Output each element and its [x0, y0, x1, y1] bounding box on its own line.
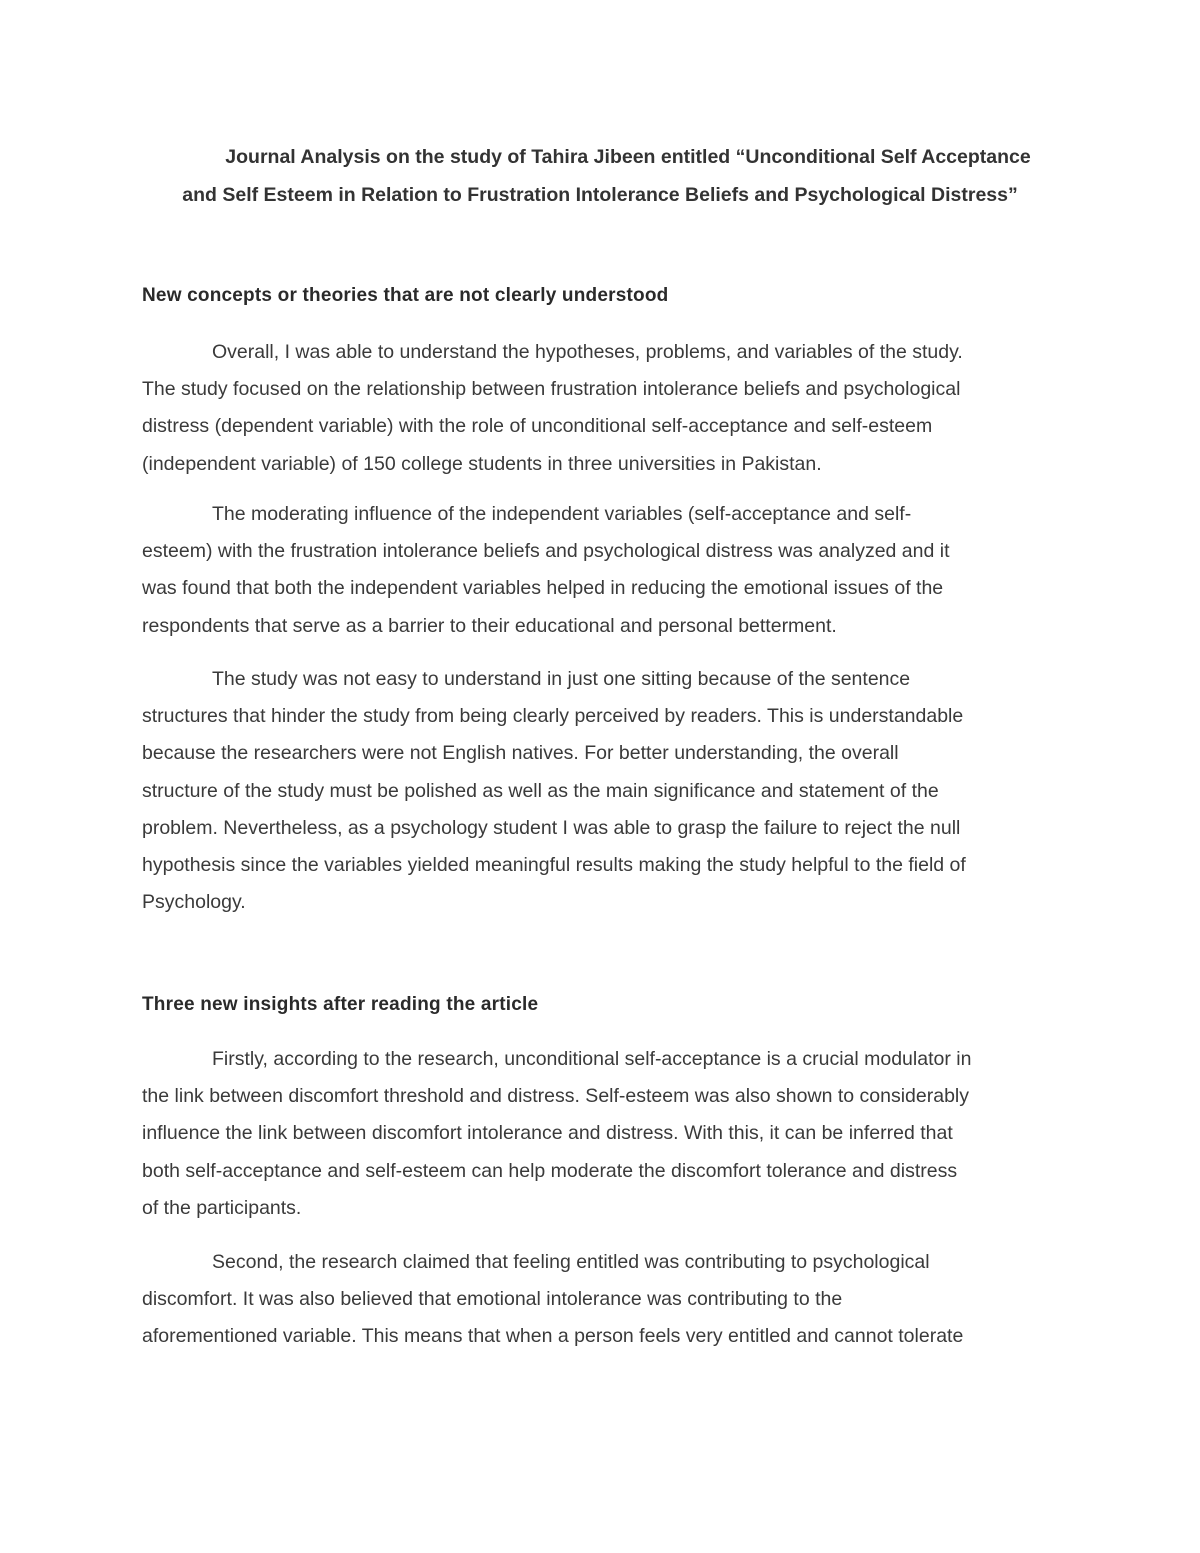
section-heading-insights: Three new insights after reading the article [142, 994, 539, 1015]
text-line: was found that both the independent variables helped in reducing the emotional issues of the [142, 577, 944, 600]
text-line: The moderating influence of the independent variables (self-acceptance and self- [212, 503, 912, 525]
text-line: both self-acceptance and self-esteem can help moderate the discomfort tolerance and distress [142, 1159, 958, 1182]
text-line: Psychology. [142, 891, 246, 914]
text-line: problem. Nevertheless, as a psychology student I was able to grasp the failure to reject the null [142, 816, 961, 839]
text-line: The study focused on the relationship between frustration intolerance beliefs and psychological [142, 378, 961, 401]
paragraph-second [142, 1244, 1062, 1356]
text-line: of the participants. [142, 1196, 302, 1219]
paragraph-moderating [142, 496, 1062, 645]
text-line: structure of the study must be polished as well as the main significance and statement of the [142, 779, 939, 802]
text-line: influence the link between discomfort intolerance and distress. With this, it can be inferred that [142, 1122, 953, 1145]
text-line: because the researchers were not English natives. For better understanding, the overall [142, 742, 899, 765]
text-line: distress (dependent variable) with the role of unconditional self-acceptance and self-esteem [142, 415, 933, 438]
text-line: the link between discomfort threshold and distress. Self-esteem was also shown to considerably [142, 1085, 969, 1108]
text-line: aforementioned variable. This means that when a person feels very entitled and cannot tolerate [142, 1325, 964, 1348]
text-line: respondents that serve as a barrier to their educational and personal betterment. [142, 614, 837, 637]
text-line: hypothesis since the variables yielded meaningful results making the study helpful to the field of [142, 854, 966, 877]
text-line: The study was not easy to understand in just one sitting because of the sentence [212, 668, 911, 690]
paragraph-overall [142, 334, 1062, 483]
text-line: structures that hinder the study from being clearly perceived by readers. This is understandable [142, 705, 964, 728]
text-line: esteem) with the frustration intolerance beliefs and psychological distress was analyzed and it [142, 540, 950, 563]
paragraph-firstly [142, 1041, 1062, 1227]
title-line: Journal Analysis on the study of Tahira Jibeen entitled “Unconditional Self Acceptance [225, 146, 1031, 168]
text-line: discomfort. It was also believed that emotional intolerance was contributing to the [142, 1288, 843, 1311]
text-line: Overall, I was able to understand the hypotheses, problems, and variables of the study. [212, 341, 963, 363]
title-line: and Self Esteem in Relation to Frustration Intolerance Beliefs and Psychological Distress” [182, 184, 1018, 206]
document-title [140, 138, 1060, 214]
section-heading-concepts: New concepts or theories that are not clearly understood [142, 285, 669, 306]
text-line: Firstly, according to the research, unconditional self-acceptance is a crucial modulator in [212, 1048, 972, 1070]
paragraph-not-easy [142, 661, 1062, 921]
text-line: (independent variable) of 150 college students in three universities in Pakistan. [142, 452, 822, 475]
text-line: Second, the research claimed that feeling entitled was contributing to psychological [212, 1251, 930, 1273]
